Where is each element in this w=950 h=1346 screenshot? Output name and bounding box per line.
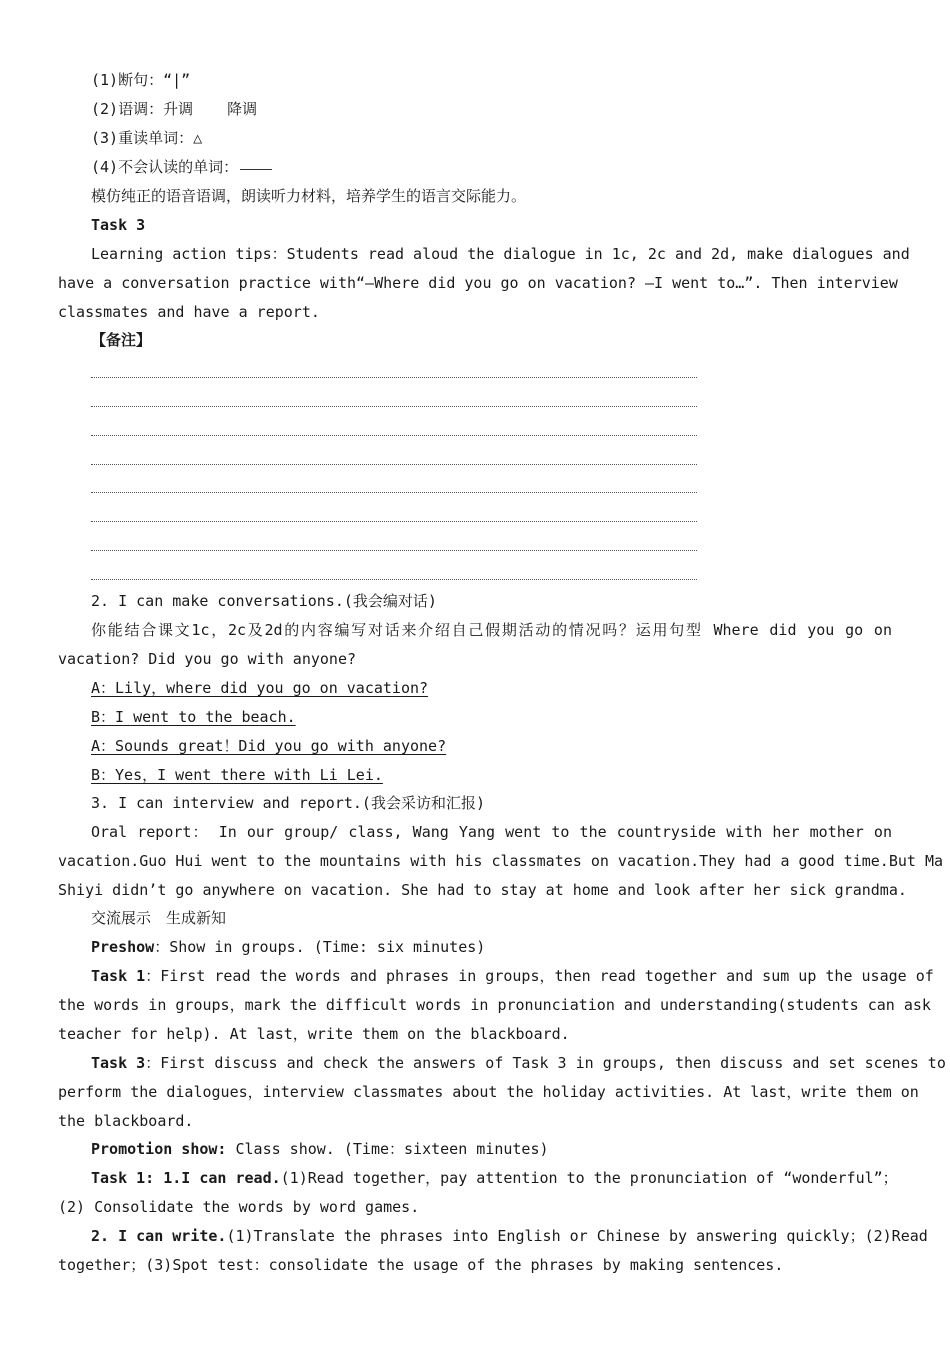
promo-task2-label: 2. I can write. — [91, 1227, 227, 1245]
conversation-heading: 2. I can make conversations.(我会编对话) — [91, 592, 437, 610]
conversation-prompt-2: vacation? Did you go with anyone? — [58, 650, 357, 668]
promo-task1-text: (1)Read together，pay attention to the pronunciation of “wonderful”； — [280, 1169, 898, 1187]
oral-report-2: vacation.Guo Hui went to the mountains with his classmates on vacation.They had a good time.But Ma — [58, 852, 944, 870]
task1-text: ：First read the words and phrases in groups，then read together and sum up the usage of — [145, 967, 934, 985]
note-line — [91, 464, 697, 465]
tips-line-3: classmates and have a report. — [58, 303, 320, 321]
task1-line-1 — [0, 962, 950, 991]
promo-task2-text: (1)Translate the phrases into English or Chinese by answering quickly；(2)Read — [226, 1227, 928, 1245]
interview-heading: 3. I can interview and report.(我会采访和汇报) — [91, 794, 485, 812]
oral-report-1: Oral report： In our group/ class, Wang Yang went to the countryside with her mother on — [91, 823, 892, 841]
promo-task1-line-1 — [0, 1164, 950, 1193]
task3-line-3: the blackboard. — [58, 1112, 194, 1130]
legend-intonation-rise: (2)语调：升调 — [91, 100, 194, 118]
dialogue-text: B：I went to the beach. — [91, 708, 296, 726]
note-line — [91, 377, 697, 378]
note-line — [91, 406, 697, 407]
promotion-label: Promotion show: — [91, 1140, 227, 1158]
tips-line-2: have a conversation practice with“—Where did you go on vacation? —I went to…”. Then interview — [58, 274, 898, 292]
dialogue-line — [0, 732, 950, 761]
task1-line-2: the words in groups，mark the difficult words in pronunciation and understanding(students can ask — [58, 996, 931, 1014]
promotion-text: Class show. (Time：sixteen minutes) — [226, 1140, 549, 1158]
imitate-instruction — [0, 182, 950, 211]
note-line — [91, 521, 697, 522]
note-line — [91, 579, 697, 580]
task3-line-2: perform the dialogues，interview classmates about the holiday activities. At last，write them on — [58, 1083, 919, 1101]
task3-text: ：First discuss and check the answers of Task 3 in groups, then discuss and set scenes to — [145, 1054, 946, 1072]
task3-line-1 — [0, 1049, 950, 1078]
legend-pause — [0, 66, 950, 95]
legend-unknown-text: (4)不会认读的单词： — [91, 158, 239, 176]
legend-intonation — [0, 95, 950, 124]
legend-pause-text: (1)断句：“|” — [91, 71, 191, 89]
dialogue-text: A：Sounds great！Did you go with anyone? — [91, 737, 447, 755]
preshow-text: ：Show in groups. (Time: six minutes) — [154, 938, 486, 956]
task3-label: Task 3 — [91, 1054, 146, 1072]
legend-stress-text: (3)重读单词：△ — [91, 129, 203, 147]
note-line — [91, 550, 697, 551]
tips-line-1: Learning action tips：Students read aloud the dialogue in 1c, 2c and 2d, make dialogues and — [91, 245, 910, 263]
dialogue-line — [0, 674, 950, 703]
promo-task2-line-2: together；(3)Spot test：consolidate the usage of the phrases by making sentences. — [58, 1256, 784, 1274]
task1-line-3: teacher for help). At last，write them on the blackboard. — [58, 1025, 570, 1043]
dialogue-text: A：Lily，where did you go on vacation? — [91, 679, 429, 697]
legend-intonation-fall: 降调 — [227, 100, 258, 118]
legend-unknown-words — [0, 153, 950, 182]
preshow-line — [0, 933, 950, 962]
promotion-line — [0, 1135, 950, 1164]
imitate-text: 模仿纯正的语音语调，朗读听力材料，培养学生的语言交际能力。 — [91, 187, 527, 205]
dialogue-text: B：Yes，I went there with Li Lei. — [91, 766, 383, 784]
notes-heading: 【备注】 — [91, 331, 152, 349]
task1-label: Task 1 — [91, 967, 146, 985]
promo-task2-line-1 — [0, 1222, 950, 1251]
dialogue-line — [0, 761, 950, 790]
task3-heading: Task 3 — [91, 216, 146, 234]
conversation-prompt-1: 你能结合课文1c，2c及2d的内容编写对话来介绍自己假期活动的情况吗？运用句型 Where did you go on — [91, 621, 892, 639]
note-line — [91, 492, 697, 493]
promo-task1-label: Task 1: 1.I can read. — [91, 1169, 281, 1187]
promo-task1-line-2: (2) Consolidate the words by word games. — [58, 1198, 420, 1216]
legend-stress — [0, 124, 950, 153]
exchange-heading: 交流展示 生成新知 — [91, 909, 227, 927]
oral-report-3: Shiyi didn’t go anywhere on vacation. She had to stay at home and look after her sick grandma. — [58, 881, 907, 899]
note-line — [91, 435, 697, 436]
preshow-label: Preshow — [91, 938, 155, 956]
blank-underline — [240, 168, 272, 170]
dialogue-line — [0, 703, 950, 732]
